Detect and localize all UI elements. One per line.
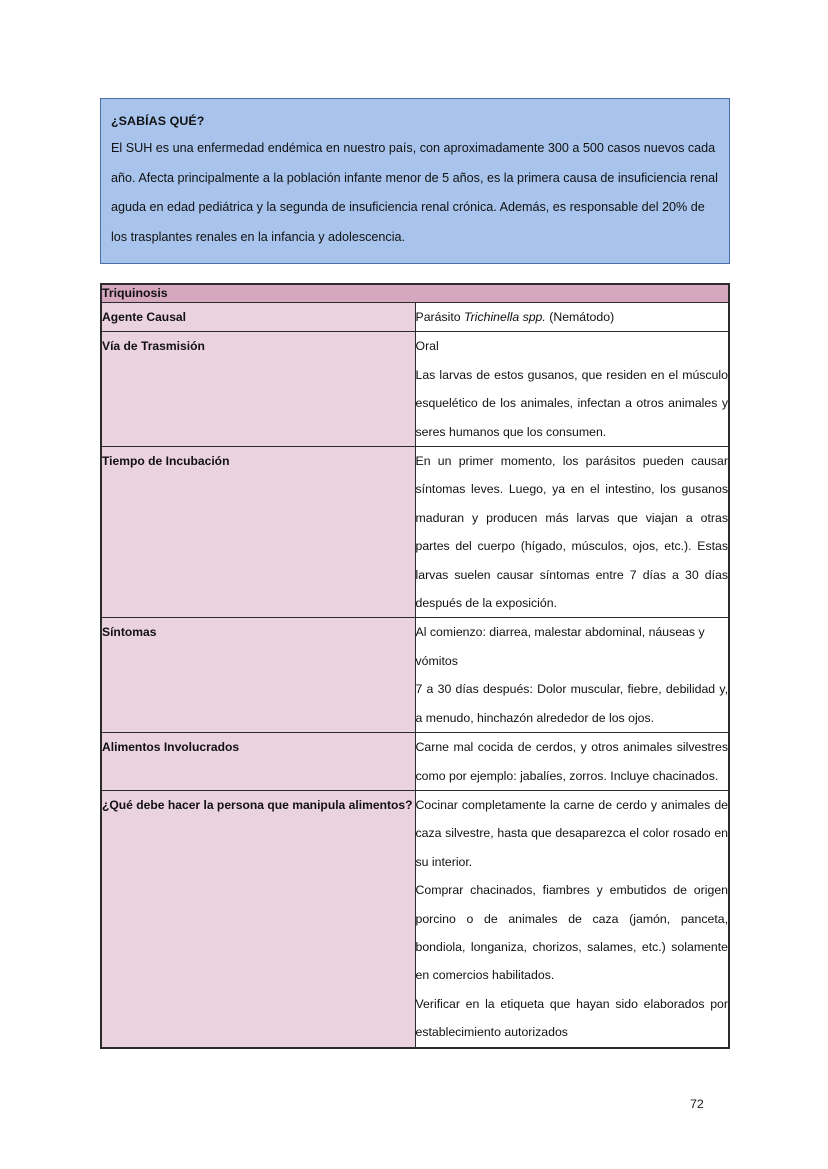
did-you-know-callout xyxy=(100,98,730,264)
row-label-cell xyxy=(102,733,416,791)
value-prefix: Parásito xyxy=(415,310,465,324)
row-label-cell xyxy=(102,332,416,447)
value-line: Carne mal cocida de cerdos, y otros animales silvestres como por ejemplo: jabalíes, zorros. Incluye chacinados. xyxy=(415,740,728,783)
row-value xyxy=(416,791,729,1047)
row-value-cell xyxy=(415,303,729,332)
row-value xyxy=(416,618,729,732)
value-line: Verificar en la etiqueta que hayan sido elaborados por establecimiento autorizados xyxy=(415,996,728,1040)
table-title: Triquinosis xyxy=(102,286,168,300)
row-label: Síntomas xyxy=(102,625,157,640)
row-value xyxy=(416,733,729,790)
row-value xyxy=(416,332,729,446)
page-number: 72 xyxy=(690,1097,704,1111)
table-row xyxy=(102,332,729,447)
table-row xyxy=(102,303,729,332)
value-line: 7 a 30 días después: Dolor muscular, fiebre, debilidad y, a menudo, hinchazón alrededor de los ojos. xyxy=(415,682,728,725)
table-header-row xyxy=(102,285,729,303)
value-line: Oral xyxy=(415,339,439,354)
row-label-cell xyxy=(102,790,416,1047)
callout-body: El SUH es una enfermedad endémica en nuestro país, con aproximadamente 300 a 500 casos nuevos cada año. Afecta principalmente a la población infante menor de 5 años, es la primera causa de insuficiencia renal aguda en edad pediátrica y la segunda de insuficiencia renal crónica. Además, es responsable del 20% de los trasplantes renales en la infancia y adolescencia. xyxy=(111,141,718,244)
scientific-name: Trichinella spp. xyxy=(464,310,546,324)
value-line: Las larvas de estos gusanos, que residen en el músculo esquelético de los animales, infectan a otros animales y seres humanos que los consumen. xyxy=(415,367,728,439)
row-value-cell xyxy=(415,332,729,447)
row-value-cell xyxy=(415,733,729,791)
value-line: Comprar chacinados, fiambres y embutidos de origen porcino o de animales de caza (jamón, panceta, bondiola, longaniza, chorizos, salames, etc.) solamente en comercios habilitados. xyxy=(415,883,728,983)
value-line: Al comienzo: diarrea, malestar abdominal, náuseas y vómitos xyxy=(415,625,705,668)
row-label: Agente Causal xyxy=(102,310,187,324)
row-value xyxy=(416,447,729,617)
value-line: En un primer momento, los parásitos pueden causar síntomas leves. Luego, ya en el intestino, los gusanos maduran y producen más larvas que viajan a otras partes del cuerpo (hígado, músculos, ojos, etc.). Estas larvas suelen causar síntomas entre 7 días a 30 días después de la exposición. xyxy=(415,454,728,611)
table-row xyxy=(102,790,729,1047)
table-row xyxy=(102,447,729,618)
row-value xyxy=(416,303,729,331)
row-label-cell xyxy=(102,447,416,618)
table-row xyxy=(102,618,729,733)
callout-title: ¿SABÍAS QUÉ? xyxy=(111,114,205,128)
row-label-cell xyxy=(102,618,416,733)
row-label-cell xyxy=(102,303,416,332)
table-header-cell xyxy=(102,285,729,303)
row-label: Tiempo de Incubación xyxy=(102,454,230,469)
row-label: ¿Qué debe hacer la persona que manipula alimentos? xyxy=(102,797,413,812)
value-suffix: (Nemátodo) xyxy=(545,310,615,324)
row-label: Vía de Trasmisión xyxy=(102,339,205,354)
value-line: Cocinar completamente la carne de cerdo y animales de caza silvestre, hasta que desaparezca el color rosado en su interior. xyxy=(415,797,728,869)
row-value-cell xyxy=(415,790,729,1047)
table-body xyxy=(102,285,729,1048)
row-value-cell xyxy=(415,447,729,618)
row-label: Alimentos Involucrados xyxy=(102,740,240,755)
row-value-cell xyxy=(415,618,729,733)
triquinosis-table xyxy=(100,283,730,1049)
table-row xyxy=(102,733,729,791)
